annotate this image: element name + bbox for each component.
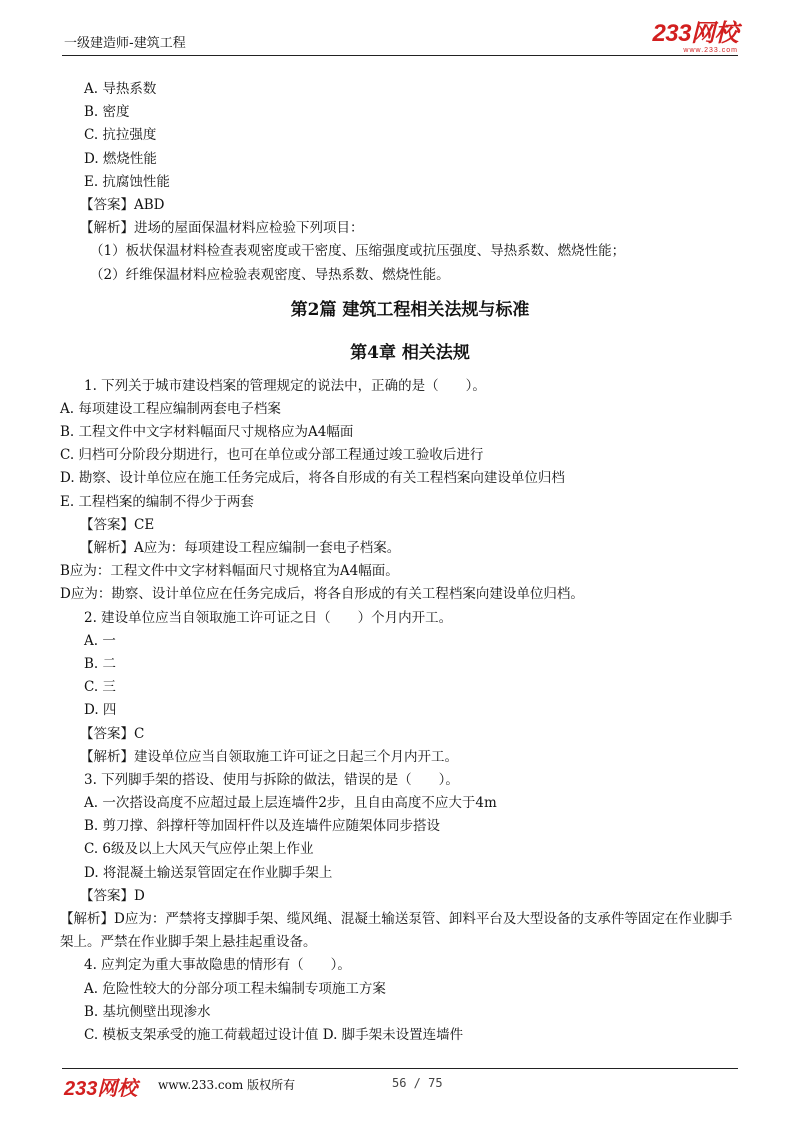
header-title: 一级建造师-建筑工程 <box>64 36 186 51</box>
analysis-item: （1）板状保温材料检查表观密度或干密度、压缩强度或抗压强度、导热系数、燃烧性能； <box>90 243 626 260</box>
option: B. 工程文件中文字材料幅面尺寸规格应为A4幅面 <box>60 424 354 441</box>
question-stem: 2. 建设单位应当自领取施工许可证之日（ ）个月内开工。 <box>84 609 453 626</box>
document-body <box>60 78 740 1047</box>
option: B. 剪刀撑、斜撑杆等加固杆件以及连墙件应随架体同步搭设 <box>84 818 441 835</box>
logo-url: www.233.com <box>683 47 738 54</box>
analysis: 【解析】建设单位应当自领取施工许可证之日起三个月内开工。 <box>80 748 458 765</box>
page-footer <box>62 1072 738 1098</box>
answer: 【答案】CE <box>80 516 155 533</box>
answer: 【答案】D <box>80 887 145 904</box>
option: C. 归档可分阶段分期进行，也可在单位或分部工程通过竣工验收后进行 <box>60 447 484 464</box>
option: D. 燃烧性能 <box>84 150 157 167</box>
analysis-line: B应为：工程文件中文字材料幅面尺寸规格宜为A4幅面。 <box>60 563 399 580</box>
footer-copyright: www.233.com 版权所有 <box>158 1078 296 1092</box>
part-title: 第2篇 建筑工程相关法规与标准 <box>290 299 530 320</box>
option: D. 四 <box>84 702 117 719</box>
page-number: 56 / 75 <box>392 1076 443 1090</box>
option: A. 每项建设工程应编制两套电子档案 <box>60 400 281 417</box>
option: A. 危险性较大的分部分项工程未编制专项施工方案 <box>84 980 386 997</box>
answer: 【答案】ABD <box>80 196 165 213</box>
option: C. 模板支架承受的施工荷载超过设计值 D. 脚手架未设置连墙件 <box>84 1026 464 1043</box>
header-divider <box>62 55 738 56</box>
option: D. 勘察、设计单位应在施工任务完成后，将各自形成的有关工程档案向建设单位归档 <box>60 470 565 487</box>
chapter-title: 第4章 相关法规 <box>350 342 470 363</box>
page-header <box>62 20 738 54</box>
question-stem: 3. 下列脚手架的搭设、使用与拆除的做法，错误的是（ ）。 <box>84 771 459 788</box>
analysis-item: （2）纤维保温材料应检验表观密度、导热系数、燃烧性能。 <box>90 266 450 283</box>
footer-divider <box>62 1068 738 1069</box>
option: A. 一 <box>84 632 116 649</box>
question-stem: 4. 应判定为重大事故隐患的情形有（ ）。 <box>84 957 351 974</box>
brand-logo <box>652 22 738 54</box>
option: B. 密度 <box>84 104 130 121</box>
option: A. 一次搭设高度不应超过最上层连墙件2步，且自由高度不应大于4m <box>84 795 497 812</box>
option: A. 导热系数 <box>84 81 157 97</box>
option: C. 抗拉强度 <box>84 127 157 144</box>
analysis: 【解析】进场的屋面保温材料应检验下列项目： <box>80 220 364 237</box>
option: B. 二 <box>84 655 117 672</box>
analysis-line: D应为：勘察、设计单位应在任务完成后，将各自形成的有关工程档案向建设单位归档。 <box>60 586 584 603</box>
option: E. 抗腐蚀性能 <box>84 173 170 190</box>
analysis: 【解析】A应为：每项建设工程应编制一套电子档案。 <box>80 540 401 556</box>
option: B. 基坑侧壁出现渗水 <box>84 1003 211 1020</box>
answer: 【答案】C <box>80 725 145 742</box>
footer-logo: 233网校 <box>64 1078 138 1100</box>
logo-text: 233网校 <box>652 20 738 47</box>
option: E. 工程档案的编制不得少于两套 <box>60 493 254 510</box>
option: C. 6级及以上大风天气应停止架上作业 <box>84 841 314 858</box>
option: C. 三 <box>84 679 116 696</box>
analysis: 【解析】D应为：严禁将支撑脚手架、缆风绳、混凝土输送泵管、卸料平台及大型设备的支承件等固定在作业脚手架上。严禁在作业脚手架上悬挂起重设备。 <box>60 911 733 951</box>
question-stem: 1. 下列关于城市建设档案的管理规定的说法中，正确的是（ ）。 <box>84 377 486 394</box>
option: D. 将混凝土输送泵管固定在作业脚手架上 <box>84 864 333 881</box>
